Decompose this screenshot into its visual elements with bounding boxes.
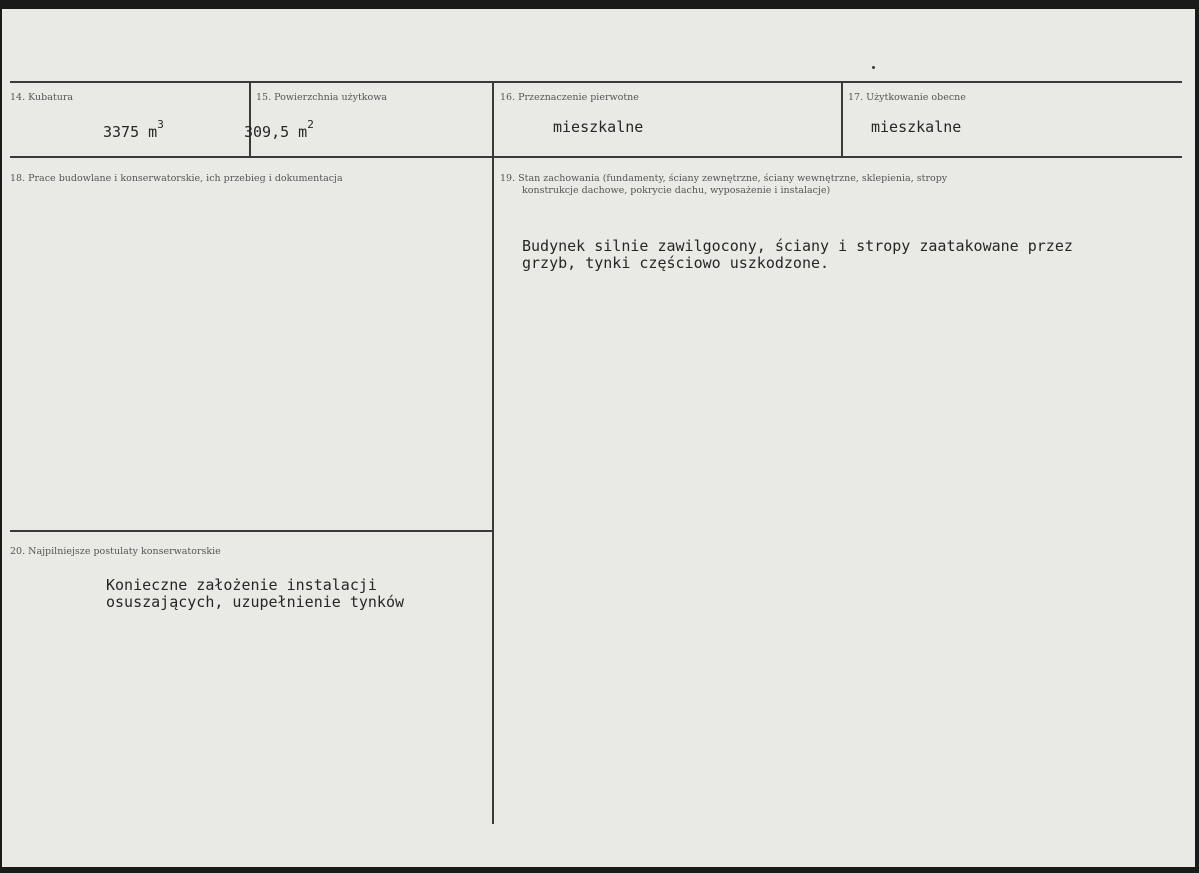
inventory-card — [2, 9, 1195, 867]
uzytkowanie-value: mieszkalne — [871, 118, 962, 136]
powierzchnia-label: 15. Powierzchnia użytkowa — [256, 92, 388, 103]
stan-label-line1: 19. Stan zachowania (fundamenty, ściany zewnętrzne, ściany wewnętrzne, sklepienia, stropy — [500, 173, 948, 184]
stan-text-line2: grzyb, tynki częściowo uszkodzone. — [522, 254, 830, 272]
przeznaczenie-value: mieszkalne — [553, 118, 644, 136]
ink-dot — [872, 66, 875, 69]
top-rule — [10, 81, 1182, 83]
postulaty-text-line1: Konieczne założenie instalacji — [106, 576, 377, 594]
kubatura-unit-exponent: 3 — [157, 118, 164, 131]
postulaty-text-line2: osuszających, uzupełnienie tynków — [106, 593, 405, 611]
col-divider-main — [492, 82, 494, 824]
col-divider-16-17 — [841, 82, 843, 157]
left-column-divider — [10, 530, 493, 532]
postulaty-label: 20. Najpilniejsze postulaty konserwatorskie — [10, 546, 221, 557]
stan-text-line1: Budynek silnie zawilgocony, ściany i stropy zaatakowane przez — [522, 237, 1073, 255]
stan-label-line2: konstrukcje dachowe, pokrycie dachu, wyposażenie i instalacje) — [522, 185, 831, 196]
uzytkowanie-label: 17. Użytkowanie obecne — [848, 92, 966, 103]
kubatura-label: 14. Kubatura — [10, 92, 74, 103]
powierzchnia-unit-exponent: 2 — [307, 118, 314, 131]
kubatura-value: 3375 $m^3$ — [103, 118, 164, 141]
przeznaczenie-label: 16. Przeznaczenie pierwotne — [500, 92, 639, 103]
powierzchnia-value: 309,5 $m^2$ — [244, 118, 314, 141]
prace-label: 18. Prace budowlane i konserwatorskie, ich przebieg i dokumentacja — [10, 173, 343, 184]
row-divider — [10, 156, 1182, 158]
